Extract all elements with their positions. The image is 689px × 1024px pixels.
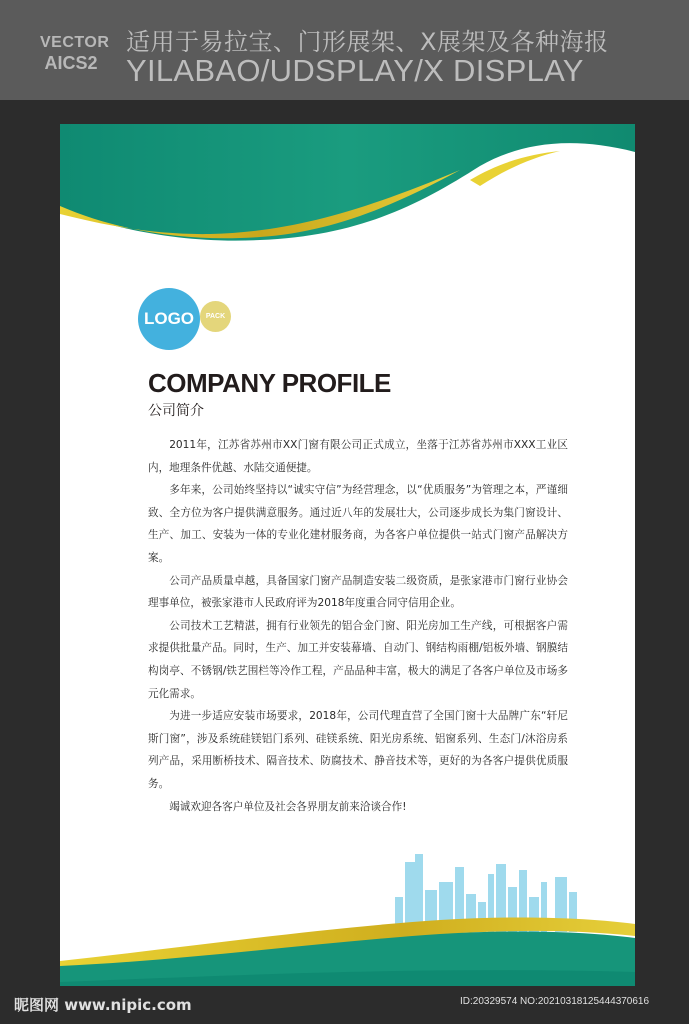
paragraph: 竭诚欢迎各客户单位及社会各界朋友前来洽谈合作! [169,800,407,813]
badge-line1: VECTOR [40,34,110,51]
banner-title-cn: 适用于易拉宝、门形展架、X展架及各种海报 [126,28,609,56]
paragraph: 为进一步适应安装市场要求，2018年，公司代理直营了全国门窗十大品牌广东“轩尼斯门窗”，涉及系统硅镁铝门系列、硅镁系统、阳光房系统、铝窗系列、生态门/沐浴房系列产品，采用断桥技术、隔音技术、防腐技术、静音技术等，更好的为各客户提供优质服务。 [148,710,568,790]
paragraph: 公司技术工艺精湛，拥有行业领先的铝合金门窗、阳光房加工生产线，可根据客户需求提供批量产品。同时，生产、加工并安装幕墙、自动门、钢结构雨棚/铝板外墙、钢膜结构岗亭、不锈钢/铁艺围栏等冷作工程，产品品种丰富，极大的满足了各客户单位及市场多元化需求。 [148,619,568,700]
top-wave [60,124,635,264]
image-id-text: ID:20329574 NO:20210318125444370616 [460,996,650,1007]
poster [60,124,635,986]
vector-badge [40,33,110,73]
logo-pack-text: PACK [205,313,226,320]
profile-body [148,434,568,818]
profile-title: COMPANY PROFILE [148,368,391,398]
site-watermark: 昵图网 www.nipic.com [14,996,192,1014]
profile-subtitle: 公司简介 [148,403,204,419]
paragraph: 2011年，江苏省苏州市XX门窗有限公司正式成立，坐落于江苏省苏州市XXX工业区内，地理条件优越、水陆交通便捷。 [148,439,568,474]
top-banner [0,0,689,100]
badge-line2: AICS2 [44,53,98,73]
paragraph: 多年来，公司始终坚持以“诚实守信”为经营理念，以“优质服务”为管理之本，严谨细致、全方位为客户提供满意服务。通过近八年的发展壮大，公司逐步成长为集门窗设计、生产、加工、安装为一体的专业化建材服务商，为各客户单位提供一站式门窗产品解决方案。 [148,484,568,564]
paragraph: 公司产品质量卓越，具备国家门窗产品制造安装二级资质，是张家港市门窗行业协会理事单位，被张家港市人民政府评为2018年度重合同守信用企业。 [148,574,568,610]
bottom-wave [60,906,635,986]
banner-title-en: YILABAO/UDSPLAY/X DISPLAY [126,53,584,88]
logo-text: LOGO [143,309,195,328]
